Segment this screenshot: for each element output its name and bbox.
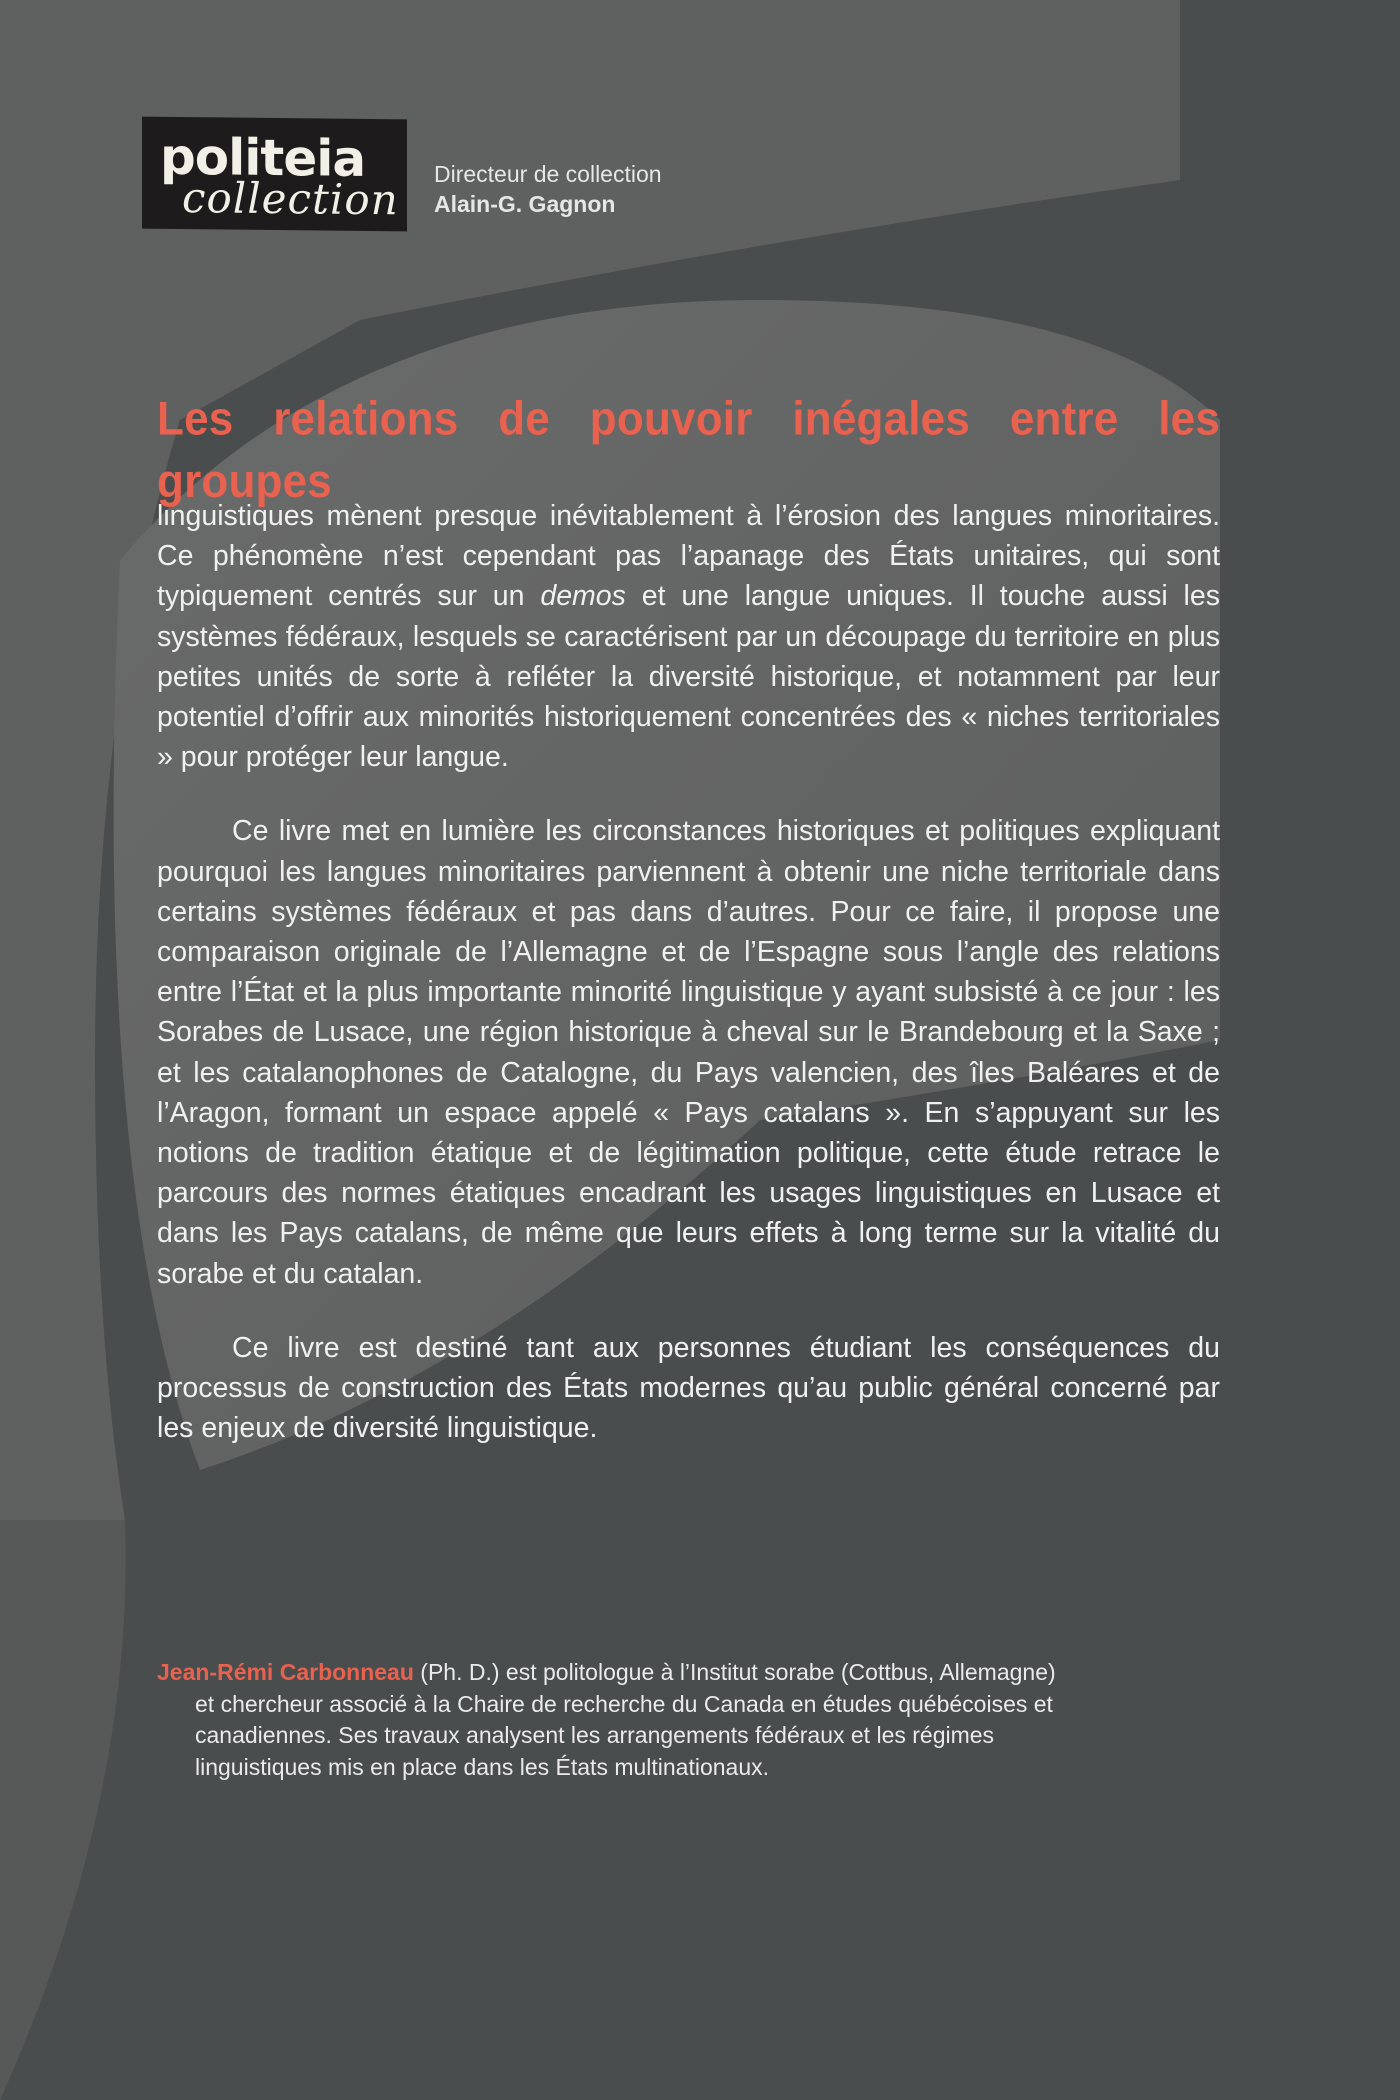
paragraph-2: Ce livre met en lumière les circonstances historiques et politiques expliquant pourquoi les langues minoritaires parviennent à obtenir une niche territoriale dans certains systèmes fédéraux et pas dans d’autres. Pour ce faire, il propose une comparaison originale de l’Allemagne et de l’Espagne sous l’angle des relations entre l’État et la plus importante minorité linguistique y ayant subsisté à ce jour : les Sorabes de Lusace, une région historique à cheval sur le Brandebourg et la Saxe ; et les catalanophones de Catalogne, du Pays valencien, des îles Baléares et de l’Aragon, formant un espace appelé « Pays catalans ». En s’appuyant sur les notions de tradition étatique et de légitimation politique, cette étude retrace le parcours des normes étatiques encadrant les usages linguistiques en Lusace et dans les Pays catalans, de même que leurs effets à long terme sur la vitalité du sorabe et du catalan. bbox=[157, 815, 1220, 1290]
paragraph-1-text-a: linguistiques mènent presque inévitablement à l’érosion des langues minoritaires. Ce phénomène n’est cependant pas l’apanage des États unitaires, qui sont typiquement centrés sur un bbox=[157, 500, 1220, 613]
author-bio-text: (Ph. D.) est politologue à l’Institut sorabe (Cottbus, Allemagne) et chercheur associé à la Chaire de recherche du Canada en études québécoises et canadiennes. Ses travaux analysent les arrangements fédéraux et les régimes linguistiques mis en place dans les États multinationaux. bbox=[195, 1659, 1056, 1780]
collection-director bbox=[434, 159, 662, 219]
collection-logo bbox=[142, 117, 407, 232]
director-role: Directeur de collection bbox=[434, 161, 662, 187]
paragraph-1-emphasis: demos bbox=[540, 580, 626, 613]
paragraph-1 bbox=[157, 388, 1220, 777]
logo-sub-text: collection bbox=[182, 173, 399, 225]
back-cover-description bbox=[157, 388, 1220, 1482]
author-name: Jean-Rémi Carbonneau bbox=[157, 1659, 414, 1685]
lead-heading: Les relations de pouvoir inégales entre les groupes bbox=[157, 392, 1220, 508]
logo-main-text: politeia bbox=[160, 127, 366, 188]
author-bio bbox=[157, 1657, 1075, 1783]
paragraph-3: Ce livre est destiné tant aux personnes étudiant les conséquences du processus de construction des États modernes qu’au public général concerné par les enjeux de diversité linguistique. bbox=[157, 1331, 1220, 1445]
paragraph-1-text-b: et une langue uniques. Il touche aussi les systèmes fédéraux, lesquels se caractérisent par un découpage du territoire en plus petites unités de sorte à refléter la diversité historique, et notamment par leur potentiel d’offrir aux minorités historiquement concentrées des « niches territoriales » pour protéger leur langue. bbox=[157, 580, 1220, 774]
director-name: Alain-G. Gagnon bbox=[434, 191, 616, 217]
